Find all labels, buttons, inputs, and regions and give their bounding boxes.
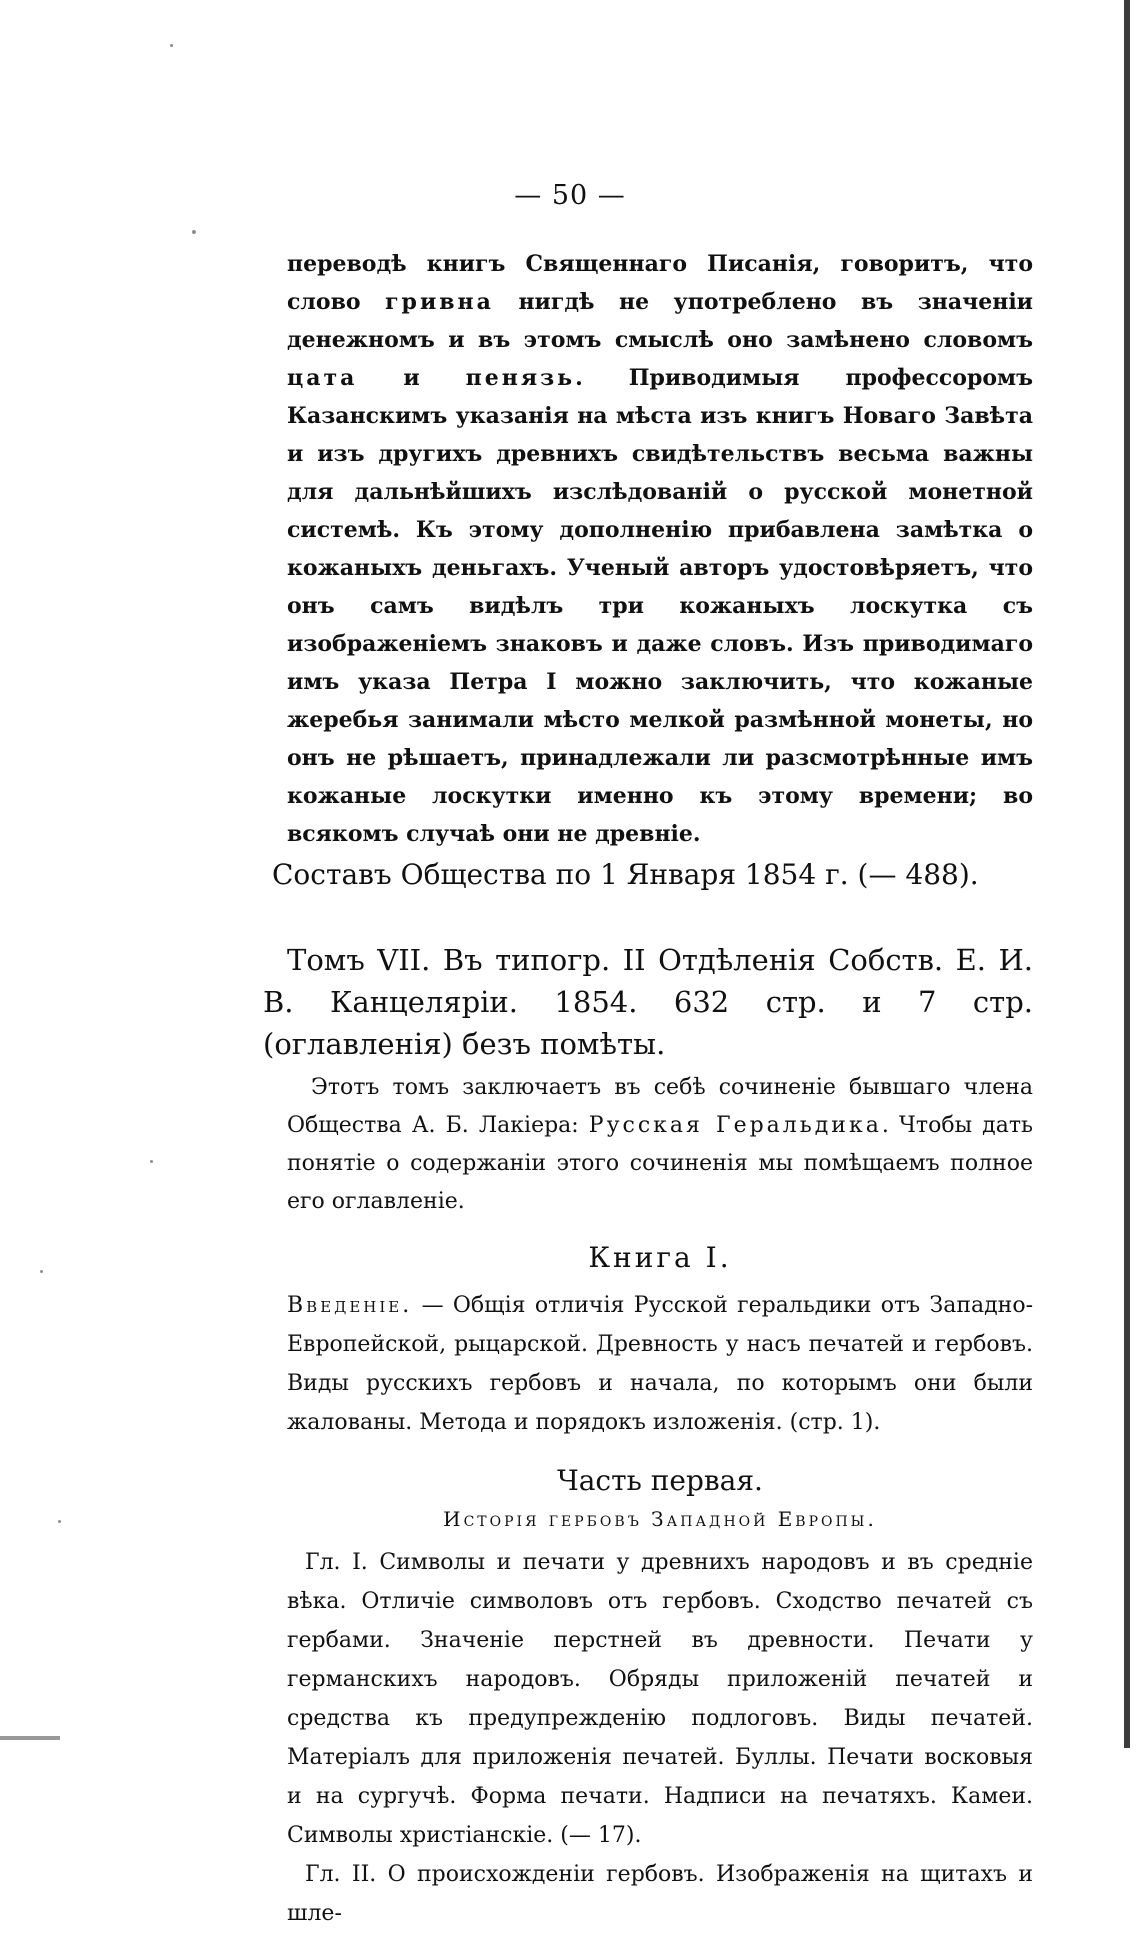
volume-description-rest: . Чтобы дать понятіе о содержаніи этого сочиненія мы помѣщаемъ полное его оглавленіе. — [287, 1113, 1033, 1214]
volume-description — [287, 1069, 1033, 1221]
paragraph-grivna — [287, 245, 1033, 853]
part-subtitle: Исторія гербовъ Западной Европы. — [443, 1507, 877, 1531]
term-penyaz: пенязь — [465, 365, 576, 391]
book-title: Книга I. — [588, 1241, 732, 1274]
work-title: Русская Геральдика — [588, 1113, 882, 1138]
paper-speck — [192, 230, 196, 234]
paragraph-grivna-rest: . Приводимыя профессоромъ Казанскимъ указанія на мѣста изъ книгъ Новаго Завѣта и изъ другихъ древнихъ свидѣтельствъ весьма важны для дальнѣйшихъ изслѣдованій о русской монетной системѣ. Къ этому дополненію прибавлена замѣтка о кожаныхъ деньгахъ. Ученый авторъ удостовѣряетъ, что онъ самъ видѣлъ три кожаныхъ лоскутка съ изображеніемъ знаковъ и даже словъ. Изъ приводимаго имъ указа Петра I можно заключить, что кожаные жеребья занимали мѣсто мелкой размѣнной монеты, но онъ не рѣшаетъ, принадлежали ли разсмотрѣнные имъ кожаные лоскутки именно къ этому времени; во всякомъ случаѣ они не древніе. — [287, 365, 1033, 847]
paper-speck — [150, 1160, 153, 1163]
volume-description-lead: Этотъ томъ заключаетъ въ себѣ сочиненіе бывшаго члена Общества А. Б. Лакіера: — [287, 1075, 1033, 1138]
paper-speck — [58, 1520, 61, 1523]
term-tsata: цата — [287, 365, 358, 391]
page-number: — 50 — — [514, 180, 626, 211]
society-composition-line: Составъ Общества по 1 Января 1854 г. (— 488). — [272, 858, 979, 891]
part-title: Часть первая. — [557, 1464, 763, 1497]
introduction-paragraph — [287, 1286, 1033, 1442]
chapter-entry: Гл. II. О происхожденіи гербовъ. Изображенія на щитахъ и шле- — [287, 1862, 1033, 1926]
paper-speck — [170, 44, 173, 47]
volume-header: Томъ VII. Въ типогр. II Отдѣленія Собств. Е. И. В. Канцеляріи. 1854. 632 стр. и 7 стр. (оглавленія) безъ помѣты. — [263, 943, 1033, 1061]
introduction-text: — Общія отличія Русской геральдики отъ Западно-Европейской, рыцарской. Древность у насъ печатей и гербовъ. Виды русскихъ гербовъ и начала, по которымъ они были жалованы. Метода и порядокъ изложенія. (стр. 1). — [287, 1293, 1033, 1435]
introduction-label: Введеніе. — [287, 1293, 413, 1318]
page-edge-mark — [0, 1736, 60, 1740]
paper-speck — [40, 1270, 43, 1273]
chapter-entry: Гл. I. Символы и печати у древнихъ народовъ и въ средніе вѣка. Отличіе символовъ отъ гербовъ. Сходство печатей съ гербами. Значеніе перстней въ древности. Печати у германскихъ народовъ. Обряды приложеній печатей и средства къ предупрежденію подлоговъ. Виды печатей. Матеріалъ для приложенія печатей. Буллы. Печати восковыя и на сургучѣ. Форма печати. Надписи на печатяхъ. Камеи. Символы христіанскіе. (— 17). — [287, 1550, 1033, 1848]
conjunction-and: и — [357, 365, 466, 391]
paragraph-grivna-lead: переводѣ книгъ Священнаго Писанія, говоритъ, что слово — [287, 251, 1033, 315]
page-content — [263, 245, 1033, 1933]
paragraph-grivna-mid: нигдѣ не употреблено въ значеніи денежномъ и въ этомъ смыслѣ оно замѣнено словомъ — [287, 289, 1033, 353]
page-edge-shadow — [1124, 0, 1130, 1748]
term-grivna: гривна — [385, 289, 494, 315]
